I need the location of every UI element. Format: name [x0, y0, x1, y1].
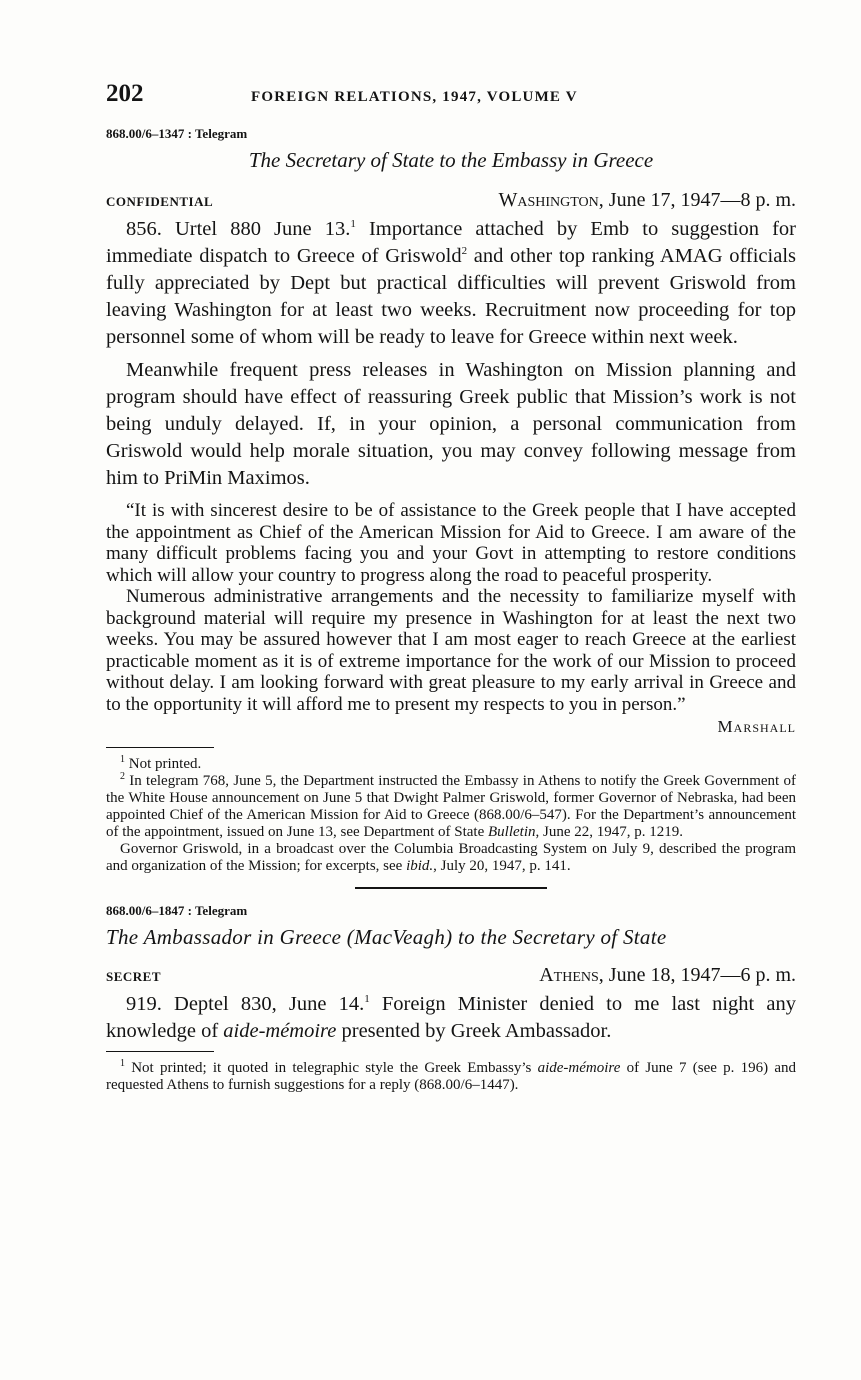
- footnote-ref[interactable]: 2: [461, 245, 468, 258]
- place-and-date: [539, 964, 796, 987]
- document-1: [106, 126, 796, 875]
- document-file-number: 868.00/6–1347 : Telegram: [106, 126, 248, 141]
- document-title: The Ambassador in Greece (MacVeagh) to the Secretary of State: [106, 925, 667, 949]
- running-header: [106, 80, 796, 114]
- dateline: [106, 964, 796, 987]
- footnote-divider: [106, 1051, 214, 1052]
- quote-paragraph: “It is with sincerest desire to be of assistance to the Greek people that I have accepted the appointment as Chief of the American Mission for Aid to Greece. I am aware of the many difficult problems facing you and your Govt in attempting to restore conditions which will allow your country to progress along the road to peaceful prosperity.: [106, 500, 796, 586]
- footnote: $^1$ Not printed.: [120, 754, 202, 772]
- signature: Marshall: [717, 717, 796, 736]
- footnote: $^1$ Not printed; it quoted in telegraphic style the Greek Embassy’s aide-mémoire of June 7 (see p. 196) and requested Athens to furnish suggestions for a reply (868.00/6–1447).: [106, 1058, 797, 1093]
- document-file-number: 868.00/6–1847 : Telegram: [106, 903, 248, 918]
- running-title: FOREIGN RELATIONS, 1947, VOLUME V: [251, 89, 578, 105]
- footnotes: [106, 756, 796, 875]
- footnotes: [106, 1060, 796, 1094]
- date: , June 17, 1947—8 p. m.: [598, 189, 796, 211]
- place-and-date: [498, 189, 796, 212]
- place: Athens: [539, 964, 599, 986]
- place: Washington: [498, 189, 599, 211]
- quote-paragraph: Numerous administrative arrangements and the necessity to familiarize myself with background material will require my presence in Washington for at least the next two weeks. You may be assured however that I am most eager to reach Greece at the earliest practicable moment as it is of extreme importance for the work of our Mission to proceed without delay. I am looking forward with great pleasure to my early arrival in Greece and to the opportunity it will afford me to present my respects to you in person.”: [106, 586, 796, 715]
- document-page: [106, 80, 796, 1094]
- classification-label: CONFIDENTIAL: [106, 194, 214, 209]
- footnote: $^2$ In telegram 768, June 5, the Department instructed the Embassy in Athens to notify the Greek Government of the White House announcement on June 5 that Dwight Palmer Griswold, former Governor of Nebraska, had been appointed Chief of the American Mission for Aid to Greece (868.00/6–547). For the Department’s announcement of the appointment, issued on June 13, see Department of State Bulletin, June 22, 1947, p. 1219.: [106, 771, 796, 840]
- page-number: 202: [106, 80, 144, 107]
- footnote-divider: [106, 747, 214, 748]
- section-divider: [355, 887, 547, 889]
- footnote-ref[interactable]: 1: [364, 993, 370, 1006]
- classification-label: SECRET: [106, 969, 162, 984]
- body-paragraph: Meanwhile frequent press releases in Washington on Mission planning and program should have effect of reassuring Greek public that Mission’s work is not being unduly delayed. If, in your opinion, a personal communication from Griswold would help morale situation, you may convey following message from him to PriMin Maximos.: [106, 359, 796, 489]
- document-2: [106, 903, 796, 1094]
- footnote-continuation: Governor Griswold, in a broadcast over the Columbia Broadcasting System on July 9, described the program and organization of the Mission; for excerpts, see ibid., July 20, 1947, p. 141.: [106, 841, 796, 874]
- document-title: The Secretary of State to the Embassy in Greece: [248, 148, 654, 172]
- body-paragraph: 919. Deptel 830, June 14.$^1$ Foreign Minister denied to me last night any knowledge of aide-mémoire presented by Greek Ambassador.: [106, 993, 796, 1042]
- date: , June 18, 1947—6 p. m.: [598, 964, 796, 986]
- dateline: [106, 189, 796, 212]
- quoted-message: [106, 500, 796, 715]
- footnote-ref[interactable]: 1: [350, 218, 356, 231]
- body-paragraph: 856. Urtel 880 June 13.$^1$ Importance attached by Emb to suggestion for immediate dispatch to Greece of Griswold$^2$ and other top ranking AMAG officials fully appreciated by Dept but practical difficulties will prevent Griswold from leaving Washington for at least two weeks. Recruitment now proceeding for top personnel some of whom will be ready to leave for Greece within next week.: [106, 218, 797, 348]
